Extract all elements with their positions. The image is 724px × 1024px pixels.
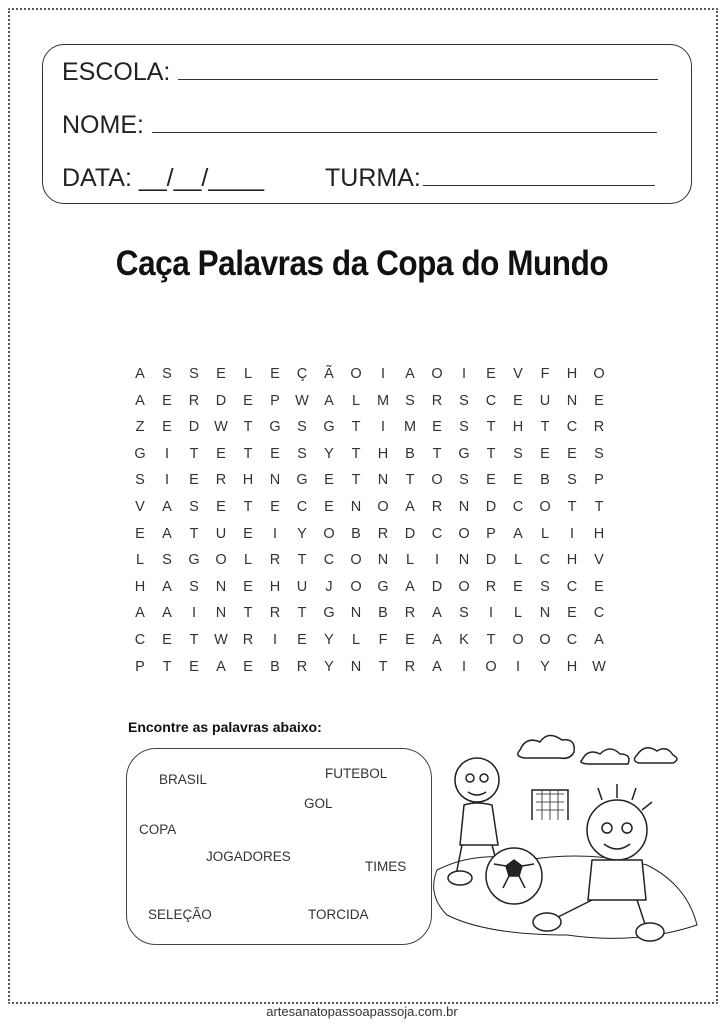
word-item: TORCIDA	[308, 907, 369, 922]
grid-letter[interactable]: Ç	[296, 366, 308, 382]
grid-letter[interactable]: T	[405, 472, 415, 489]
grid-letter[interactable]: D	[485, 552, 497, 569]
grid-letter[interactable]: S	[297, 419, 307, 436]
grid-letter[interactable]: J	[325, 578, 333, 595]
grid-letter[interactable]: R	[593, 419, 605, 436]
escola-line[interactable]	[178, 78, 658, 80]
grid-letter[interactable]: B	[378, 605, 388, 622]
grid-letter[interactable]: T	[486, 419, 496, 436]
grid-letter[interactable]: O	[593, 366, 605, 382]
grid-letter[interactable]: H	[377, 445, 389, 462]
grid-letter[interactable]: S	[162, 552, 172, 569]
grid-letter[interactable]: D	[431, 578, 443, 595]
grid-letter[interactable]: O	[539, 632, 551, 648]
grid-letter[interactable]: K	[459, 632, 469, 648]
grid-letter[interactable]: W	[592, 658, 606, 675]
grid-letter[interactable]: A	[135, 366, 145, 382]
grid-letter[interactable]: T	[243, 605, 253, 622]
grid-letter[interactable]: Y	[324, 445, 334, 462]
grid-letter[interactable]: B	[270, 658, 280, 675]
escola-field	[62, 58, 658, 87]
grid-letter[interactable]: T	[297, 552, 307, 569]
grid-letter[interactable]: A	[432, 605, 442, 622]
grid-letter[interactable]: E	[270, 366, 280, 382]
grid-letter[interactable]: I	[461, 366, 467, 382]
turma-label: TURMA:	[325, 164, 421, 192]
grid-letter[interactable]: T	[351, 445, 361, 462]
grid-letter[interactable]: H	[512, 419, 524, 436]
grid-letter[interactable]: I	[380, 366, 386, 382]
grid-letter[interactable]: E	[432, 419, 442, 436]
data-field	[62, 164, 264, 193]
grid-letter[interactable]: I	[272, 632, 278, 648]
grid-letter[interactable]: C	[593, 605, 605, 622]
grid-letter[interactable]: N	[566, 392, 578, 409]
grid-letter[interactable]: Y	[540, 658, 550, 675]
grid-letter[interactable]: O	[458, 525, 470, 542]
grid-letter[interactable]: E	[540, 445, 550, 462]
grid-letter[interactable]: E	[162, 419, 172, 436]
grid-letter[interactable]: N	[458, 552, 470, 569]
grid-letter[interactable]: A	[405, 578, 415, 595]
grid-letter[interactable]: S	[162, 366, 172, 382]
grid-letter[interactable]: L	[351, 632, 361, 648]
cloud-icon	[634, 748, 677, 763]
grid-letter[interactable]: U	[539, 392, 551, 409]
grid-letter[interactable]: G	[188, 552, 200, 569]
cloud-icon	[581, 749, 629, 764]
grid-letter[interactable]: Y	[297, 525, 307, 542]
grid-letter[interactable]: A	[405, 366, 415, 382]
grid-letter[interactable]: O	[539, 499, 551, 515]
grid-letter[interactable]: S	[540, 578, 550, 595]
grid-letter[interactable]: E	[243, 578, 253, 595]
grid-letter[interactable]: O	[512, 632, 524, 648]
grid-letter[interactable]: R	[431, 392, 443, 409]
grid-letter[interactable]: E	[594, 392, 604, 409]
grid-letter[interactable]: H	[566, 366, 578, 382]
grid-letter[interactable]: S	[594, 445, 604, 462]
grid-letter[interactable]: N	[350, 605, 362, 622]
grid-letter[interactable]: A	[432, 632, 442, 648]
grid-letter[interactable]: S	[189, 578, 199, 595]
grid-letter[interactable]: V	[594, 552, 604, 569]
grid-letter[interactable]: H	[566, 552, 578, 569]
grid-letter[interactable]: R	[485, 578, 497, 595]
turma-field	[325, 164, 655, 193]
grid-letter[interactable]: T	[540, 419, 550, 436]
nome-line[interactable]	[152, 131, 657, 133]
grid-letter[interactable]: G	[323, 419, 335, 436]
boy-cebolinha	[533, 784, 664, 941]
grid-letter[interactable]: C	[485, 392, 497, 409]
grid-letter[interactable]: Ã	[324, 366, 334, 382]
grid-letter[interactable]: R	[377, 525, 389, 542]
grid-letter[interactable]: N	[377, 552, 389, 569]
grid-letter[interactable]: T	[351, 419, 361, 436]
grid-letter[interactable]: C	[134, 632, 146, 648]
grid-letter[interactable]: D	[188, 419, 200, 436]
grid-letter[interactable]: U	[215, 525, 227, 542]
grid-letter[interactable]: E	[216, 366, 226, 382]
grid-letter[interactable]: I	[272, 525, 278, 542]
word-item: FUTEBOL	[325, 766, 388, 781]
grid-letter[interactable]: P	[135, 658, 145, 675]
grid-letter[interactable]: E	[162, 632, 172, 648]
footer-website: artesanatopassoapassoja.com.br	[266, 1004, 458, 1019]
grid-letter[interactable]: G	[323, 605, 335, 622]
grid-letter[interactable]: I	[380, 419, 386, 436]
grid-letter[interactable]: E	[216, 499, 226, 515]
grid-letter[interactable]: L	[540, 525, 550, 542]
word-item: TIMES	[365, 859, 407, 874]
grid-letter[interactable]: I	[461, 658, 467, 675]
grid-letter[interactable]: R	[188, 392, 200, 409]
grid-letter[interactable]: E	[513, 392, 523, 409]
grid-letter[interactable]: D	[215, 392, 227, 409]
grid-letter[interactable]: A	[405, 499, 415, 515]
grid-letter[interactable]: H	[242, 472, 254, 489]
grid-letter[interactable]: C	[431, 525, 443, 542]
grid-letter[interactable]: A	[135, 605, 145, 622]
grid-letter[interactable]: E	[135, 525, 145, 542]
grid-letter[interactable]: G	[134, 445, 146, 462]
grid-letter[interactable]: T	[162, 658, 172, 675]
grid-letter[interactable]: I	[434, 552, 440, 569]
grid-letter[interactable]: N	[215, 578, 227, 595]
grid-letter[interactable]: S	[459, 605, 469, 622]
grid-letter[interactable]: G	[377, 578, 389, 595]
grid-letter[interactable]: W	[214, 632, 228, 648]
grid-letter[interactable]: D	[404, 525, 416, 542]
grid-letter[interactable]: P	[270, 392, 280, 409]
grid-letter[interactable]: P	[486, 525, 496, 542]
grid-letter[interactable]: L	[513, 552, 523, 569]
grid-letter[interactable]: A	[162, 525, 172, 542]
grid-letter[interactable]: A	[135, 392, 145, 409]
nome-label: NOME:	[62, 111, 144, 139]
grid-letter[interactable]: A	[432, 658, 442, 675]
grid-letter[interactable]: S	[513, 445, 523, 462]
grid-letter[interactable]: T	[189, 632, 199, 648]
grid-letter[interactable]: E	[243, 658, 253, 675]
instructions: Encontre as palavras abaixo:	[128, 719, 322, 735]
grid-letter[interactable]: L	[513, 605, 523, 622]
grid-letter[interactable]: S	[189, 499, 199, 515]
grid-letter[interactable]: E	[297, 632, 307, 648]
grid-letter[interactable]: C	[539, 552, 551, 569]
grid-letter[interactable]: T	[351, 472, 361, 489]
word-item: COPA	[139, 822, 177, 837]
grid-letter[interactable]: S	[405, 392, 415, 409]
grid-letter[interactable]: T	[567, 499, 577, 515]
grid-letter[interactable]: O	[485, 658, 497, 675]
grid-letter[interactable]: A	[162, 499, 172, 515]
grid-letter[interactable]: L	[351, 392, 361, 409]
grid-letter[interactable]: H	[269, 578, 281, 595]
grid-letter[interactable]: F	[378, 632, 388, 648]
grid-letter[interactable]: T	[189, 525, 199, 542]
grid-letter[interactable]: C	[566, 578, 578, 595]
grid-letter[interactable]: E	[324, 472, 334, 489]
grid-letter[interactable]: T	[297, 605, 307, 622]
soccer-ball-icon	[486, 848, 542, 904]
grid-letter[interactable]: L	[243, 366, 253, 382]
grid-letter[interactable]: G	[458, 445, 470, 462]
grid-letter[interactable]: H	[134, 578, 146, 595]
grid-letter[interactable]: O	[323, 525, 335, 542]
grid-letter[interactable]: R	[431, 499, 443, 515]
grid-letter[interactable]: T	[432, 445, 442, 462]
grid-letter[interactable]: O	[215, 552, 227, 569]
grid-letter[interactable]: N	[458, 499, 470, 515]
grid-letter[interactable]: O	[377, 499, 389, 515]
grid-letter[interactable]: Z	[135, 419, 145, 436]
grid-letter[interactable]: Y	[324, 632, 334, 648]
word-item: JOGADORES	[206, 849, 291, 864]
grid-letter[interactable]: E	[324, 499, 334, 515]
escola-label: ESCOLA:	[62, 58, 171, 86]
grid-letter[interactable]: A	[162, 605, 172, 622]
grid-letter[interactable]: H	[566, 658, 578, 675]
grid-letter[interactable]: U	[296, 578, 308, 595]
goal-icon	[532, 790, 568, 820]
grid-letter[interactable]: N	[215, 605, 227, 622]
grid-letter[interactable]: T	[378, 658, 388, 675]
word-item: BRASIL	[159, 772, 208, 787]
grid-letter[interactable]: T	[594, 499, 604, 515]
grid-letter[interactable]: E	[405, 632, 415, 648]
grid-letter[interactable]: E	[513, 578, 523, 595]
grid-letter[interactable]: N	[350, 658, 362, 675]
grid-letter[interactable]: P	[594, 472, 604, 489]
grid-letter[interactable]: T	[243, 419, 253, 436]
grid-letter[interactable]: W	[295, 392, 309, 409]
grid-letter[interactable]: R	[404, 605, 416, 622]
soccer-kids-illustration	[432, 720, 702, 960]
grid-letter[interactable]: T	[243, 445, 253, 462]
grid-letter[interactable]: R	[269, 605, 281, 622]
grid-letter[interactable]: S	[459, 419, 469, 436]
grid-letter[interactable]: E	[486, 366, 496, 382]
grid-letter[interactable]: I	[488, 605, 494, 622]
grid-letter[interactable]: S	[189, 366, 199, 382]
grid-letter[interactable]: S	[135, 472, 145, 489]
grid-letter[interactable]: O	[431, 472, 443, 489]
grid-letter[interactable]: O	[431, 366, 443, 382]
grid-letter[interactable]: F	[540, 366, 550, 382]
grid-letter[interactable]: A	[594, 632, 604, 648]
grid-letter[interactable]: L	[135, 552, 145, 569]
grid-letter[interactable]: R	[215, 472, 227, 489]
grid-letter[interactable]: N	[350, 499, 362, 515]
grid-letter[interactable]: V	[135, 499, 145, 515]
grid-letter[interactable]: Y	[324, 658, 334, 675]
grid-letter[interactable]: E	[243, 525, 253, 542]
grid-letter[interactable]: E	[189, 472, 199, 489]
grid-letter[interactable]: E	[270, 499, 280, 515]
grid-letter[interactable]: E	[243, 392, 253, 409]
grid-letter[interactable]: D	[485, 499, 497, 515]
grid-letter[interactable]: T	[189, 445, 199, 462]
grid-letter[interactable]: E	[486, 472, 496, 489]
grid-letter[interactable]: S	[459, 472, 469, 489]
grid-letter[interactable]: I	[164, 445, 170, 462]
grid-letter[interactable]: R	[269, 552, 281, 569]
grid-letter[interactable]: E	[189, 658, 199, 675]
grid-letter[interactable]: A	[162, 578, 172, 595]
grid-letter[interactable]: M	[376, 392, 390, 409]
grid-letter[interactable]: G	[269, 419, 281, 436]
nome-field	[62, 111, 657, 140]
grid-letter[interactable]: E	[162, 392, 172, 409]
word-item: SELEÇÃO	[148, 907, 212, 922]
grid-letter[interactable]: I	[191, 605, 197, 622]
grid-letter[interactable]: E	[216, 445, 226, 462]
grid-letter[interactable]: C	[323, 552, 335, 569]
grid-letter[interactable]: B	[351, 525, 361, 542]
grid-letter[interactable]: O	[350, 552, 362, 569]
grid-letter[interactable]: B	[540, 472, 550, 489]
grid-letter[interactable]: H	[593, 525, 605, 542]
grid-letter[interactable]: L	[405, 552, 415, 569]
grid-letter[interactable]: B	[405, 445, 415, 462]
grid-letter[interactable]: E	[513, 472, 523, 489]
grid-letter[interactable]: T	[243, 499, 253, 515]
grid-letter[interactable]: C	[566, 632, 578, 648]
grid-letter[interactable]: G	[296, 472, 308, 489]
turma-line[interactable]	[423, 184, 655, 186]
grid-letter[interactable]: O	[350, 578, 362, 595]
grid-letter[interactable]: C	[566, 419, 578, 436]
grid-letter[interactable]: A	[513, 525, 523, 542]
grid-letter[interactable]: E	[594, 578, 604, 595]
grid-letter[interactable]: N	[377, 472, 389, 489]
grid-letter[interactable]: E	[270, 445, 280, 462]
grid-letter[interactable]: O	[350, 366, 362, 382]
grid-letter[interactable]: R	[296, 658, 308, 675]
grid-letter[interactable]: S	[567, 472, 577, 489]
grid-letter[interactable]: T	[486, 445, 496, 462]
grid-letter[interactable]: I	[515, 658, 521, 675]
grid-letter[interactable]: L	[243, 552, 253, 569]
grid-letter[interactable]: A	[324, 392, 334, 409]
grid-letter[interactable]: E	[567, 445, 577, 462]
grid-letter[interactable]: C	[296, 499, 308, 515]
grid-letter[interactable]: O	[458, 578, 470, 595]
grid-letter[interactable]: I	[164, 472, 170, 489]
grid-letter[interactable]: I	[569, 525, 575, 542]
grid-letter[interactable]: A	[216, 658, 226, 675]
grid-letter[interactable]: R	[404, 658, 416, 675]
grid-letter[interactable]: E	[567, 605, 577, 622]
grid-letter[interactable]: M	[403, 419, 417, 436]
grid-letter[interactable]: T	[486, 632, 496, 648]
grid-letter[interactable]: N	[539, 605, 551, 622]
page-title: Caça Palavras da Copa do Mundo	[115, 244, 609, 283]
grid-letter[interactable]: S	[297, 445, 307, 462]
grid-letter[interactable]: V	[513, 366, 523, 382]
word-item: GOL	[304, 796, 333, 811]
grid-letter[interactable]: R	[242, 632, 254, 648]
data-label: DATA: __/__/____	[62, 164, 264, 192]
cloud-icon	[518, 735, 575, 758]
grid-letter[interactable]: S	[459, 392, 469, 409]
grid-letter[interactable]: W	[214, 419, 228, 436]
grid-letter[interactable]: N	[269, 472, 281, 489]
grid-letter[interactable]: C	[512, 499, 524, 515]
